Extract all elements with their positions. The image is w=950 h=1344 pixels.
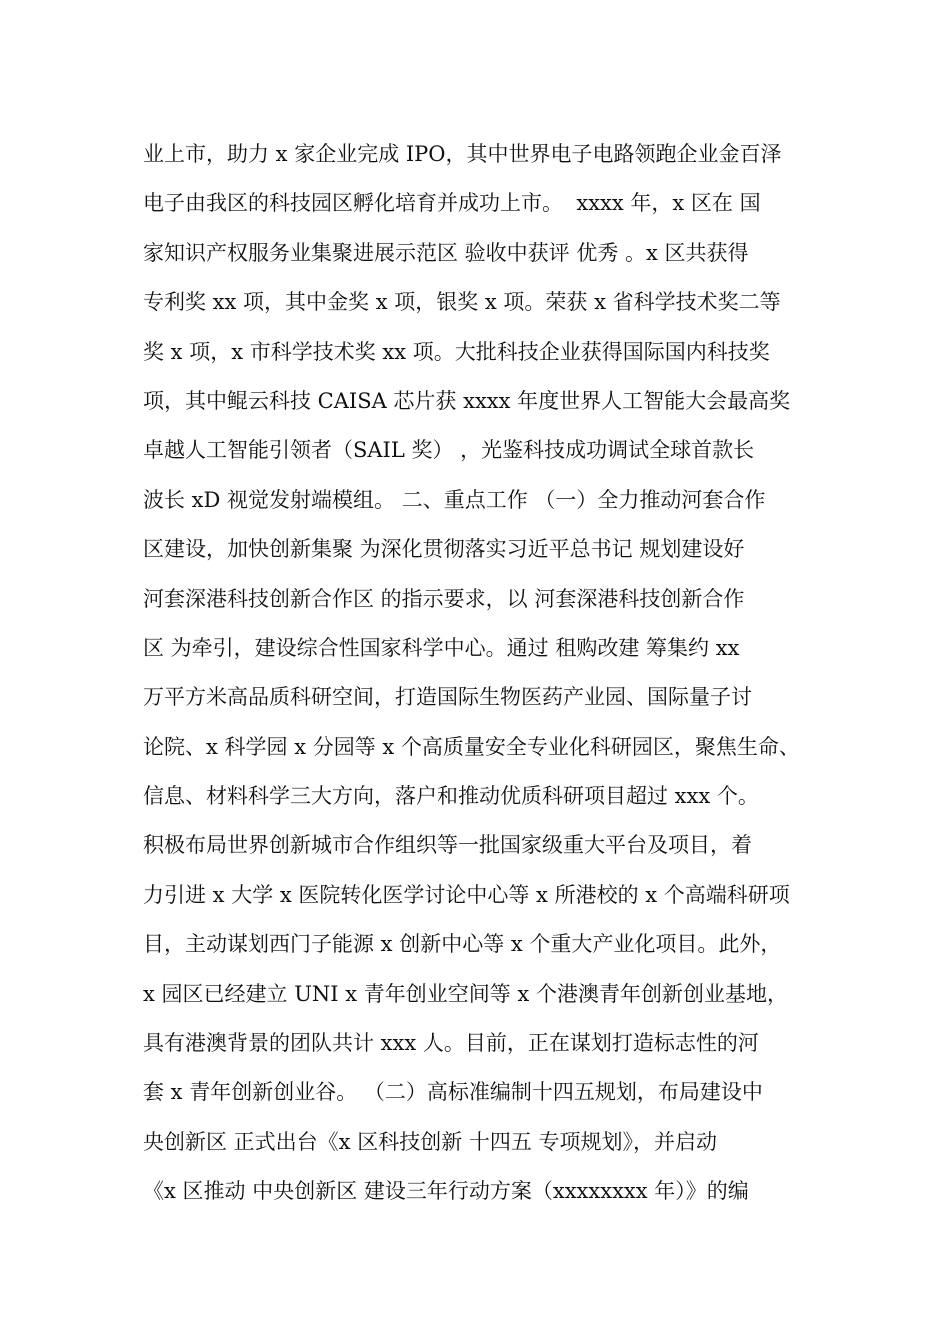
text-line: 波长 xD 视觉发射端模组。 二、重点工作 （一）全力推动河套合作 [143,487,766,512]
text-line: 套 x 青年创新创业谷。 （二）高标准编制十四五规划，布局建设中 [143,1080,763,1105]
text-line: 奖 x 项，x 市科学技术奖 xx 项。大批科技企业获得国际国内科技奖 [143,339,770,364]
text-line: 卓越人工智能引领者（SAIL 奖） ，光鉴科技成功调试全球首款长 [143,438,755,463]
body-text [143,130,843,1217]
text-line: 积极布局世界创新城市合作组织等一批国家级重大平台及项目，着 [143,833,752,858]
text-line: 力引进 x 大学 x 医院转化医学讨论中心等 x 所港校的 x 个高端科研项 [143,882,790,907]
text-line: 目，主动谋划西门子能源 x 创新中心等 x 个重大产业化项目。此外， [143,932,782,957]
text-line: 业上市，助力 x 家企业完成 IPO，其中世界电子电路领跑企业金百泽 [143,142,782,166]
text-line: x 园区已经建立 UNI x 青年创业空间等 x 个港澳青年创新创业基地， [143,981,788,1006]
text-line: 央创新区 正式出台《x 区科技创新 十四五 专项规划》，并启动 [143,1129,718,1154]
text-line: 信息、材料科学三大方向，落户和推动优质科研项目超过 xxx 个。 [143,784,759,809]
text-line: 论院、x 科学园 x 分园等 x 个高质量安全专业化科研园区，聚焦生命、 [143,734,800,759]
text-line: 具有港澳背景的团队共计 xxx 人。目前，正在谋划打造标志性的河 [143,1031,759,1056]
text-line: 家知识产权服务业集聚进展示范区 验收中获评 优秀 。x 区共获得 [143,240,749,265]
text-line: 《x 区推动 中央创新区 建设三年行动方案（xxxxxxxx 年）》的编 [143,1179,749,1204]
text-line: 河套深港科技创新合作区 的指示要求，以 河套深港科技创新合作 [143,586,745,611]
text-line: 区建设，加快创新集聚 为深化贯彻落实习近平总书记 规划建设好 [143,537,745,562]
text-line: 专利奖 xx 项，其中金奖 x 项，银奖 x 项。荣获 x 省科学技术奖二等 [143,290,781,315]
text-line: 区 为牵引，建设综合性国家科学中心。通过 租购改建 筹集约 xx [143,635,740,660]
text-line: 万平方米高品质科研空间，打造国际生物医药产业园、国际量子讨 [143,685,752,710]
text-line: 电子由我区的科技园区孵化培育并成功上市。 xxxx 年，x 区在 国 [143,191,761,216]
text-line: 项，其中鲲云科技 CAISA 芯片获 xxxx 年度世界人工智能大会最高奖 [143,388,791,413]
